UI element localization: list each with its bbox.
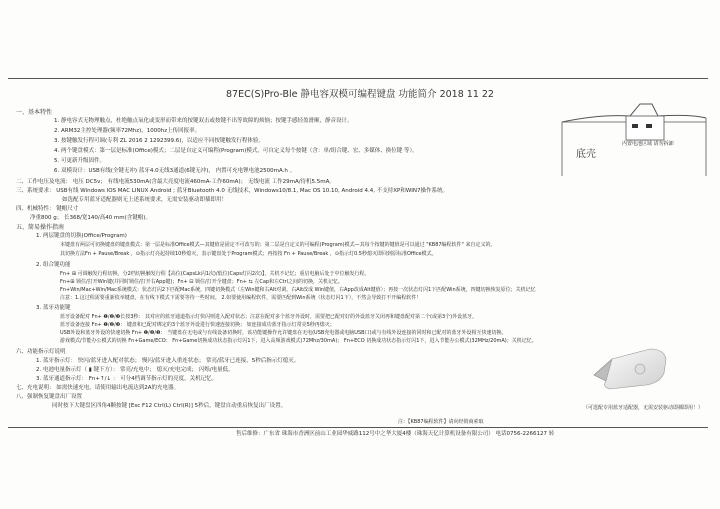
text-line: 1. 蓝牙指示灯： 快闪/蓝牙进入配对状态； 慢闪/蓝牙进入重连状态； 常亮/蓝牙已连接，5秒后指示灯熄灭。 [36,358,300,364]
text-line: 蓝牙设备配对 Fn+ ❶/❷/❸长按3秒： 其对应的蓝牙通道指示灯快闪则进入配对状态；注意在配对多个蓝牙外设时，需要把已配对好的外设蓝牙关闭再和键盘配对第二个(或第3个)外设蓝牙。 [60,314,478,320]
text-line: 4. 两个键盘模式：第一层是标准(Office)模式；二层是自定义可编程(Program)模式，可自定义每个按键（含：单/组合键、宏、多媒体、换位键 等）。 [54,148,418,154]
text-line: 三、系统要求： USB有线 Windows IOS MAC LINUX Android ; 蓝牙Bluetooth 4.0 无线技术，Windows10/8.1, Mac OS 10.10, Android 4.4, 不支持XP和WIN7操作系统。 [16,188,449,194]
text-line: 净重800 g； 长368/宽140/高40 mm(含键帽)。 [30,215,151,221]
text-line: 四、机械特性： 键帽尺寸 [16,206,79,212]
text-line: 其切换方法Fn + Pause/Break ，⊙指示灯亮起持续10秒熄灭，表示键盘处于Program模式；再按按 Fn + Pause/Break ，⊙指示灯0.5秒熄灭即回到原标准Office模式。 [60,251,437,257]
text-line: 注意：1.这过程需要重新枚举键盘，在有线下模式下需要等待一些时间。 2.如要使用编程软件，需要匹配到Win系统（状态灯闪1下），不然会导致打不开编程软件！ [60,295,422,301]
text-line: 2. ARM32主控处理器(频率72Mhz)，1000hz上传回报率。 [54,128,201,134]
text-line: USB外设和蓝牙外设的快速切换 Fn+ ❶/❷/❸： 当键盘在无电或与有线设备切换时，该功能键操作允许键盘在无电(USB充电器或电脑USB口)或与有线外设连接的同时和已配对的蓝牙外设相互快速切换。 [60,330,507,336]
text-line: 3. 蓝牙通道指示灯： Fn+↑/↓ ： 可分4档调节指示灯的亮度，关机记忆。 [36,376,218,382]
case-sticker: 内置电池区域 请勿拆卸 [622,141,674,147]
header-rule [8,78,708,79]
text-line: 本键盘有两层可切换键盘的键盘模式：第一层是标准Office模式—其键值是固定不可改写的；第二层是自定义的可编程(Program)模式—其每个按键的键值是可以通过 "KB87编程软件" 来自定义的。 [60,242,496,248]
text-line: 如选配专用蓝牙适配器则无上述系统要求，无需安装驱动即插即用！ [62,197,228,203]
text-line: Fn+ ⊞ 可调触发行程切换，分2档切换触发行程【高位(CapsLk闪1次)/低位(Caps灯闪2次)】，关机不记忆；重启电脑后处于中位触发行程。 [60,271,370,277]
text-line: 6. 双模设计：USB有线(全键无冲) 蓝牙4.0无线3通道(6键无冲)， 内置可充电锂电池2500mA.h 。 [54,168,296,174]
text-line: 二、工作电压及电流： 电压 DC5v； 有线电流530mA(含最大亮度电流460mA-工作60mA)； 无线电流 工作29mA/待机5.5mA。 [16,179,335,185]
text-line: 1. 静电容式无物理触点，杜绝触点氧化或变形而带来的按键双击或按键不出等故障的烦恼；按键手感轻盈滑顺，静音设计。 [54,118,353,124]
case-figure [560,100,708,178]
text-line: 3. 按键触发行程可调(专利 ZL 2016 2 1292399.6)，以适应不同按键触发行程体验。 [54,138,264,144]
text-line: 蓝牙设备连接 Fn+ ❶/❷/❸： 键盘和已配对绑定的3个蓝牙外设进行快速连接切换； 如连接成功蓝牙指示灯常亮5秒再熄灭； [60,322,335,328]
text-line: 八、强制恢复键盘出厂设置 [16,394,83,400]
document-title: 87EC(S)Pro-Ble 静电容双模可编程键盘 功能简介 2018 11 22 [226,89,494,100]
footer-rule [8,427,708,428]
text-line: 同时按下大键盘区四角4颗按键 [Esc F12 Ctrl(L) Ctrl(R)] 5秒后，键盘自动重启恢复出厂设置。 [52,403,287,409]
text-line: 3. 蓝牙功能键 [36,305,71,311]
case-drawing [560,100,708,178]
text-line: 游戏模式/节能办公模式的切换 Fn+Game/ECO： Fn+Game切换成功状态指示灯闪1下，进入高频游戏模式(72Mhz/30mA)； Fn+ECO 切换成功状态指示灯闪1下，进入节能办公模式(32MHz/20mA)；关机记忆。 [60,338,537,344]
text-line: 1. 两层键盘的切换(Office/Program) [36,233,127,239]
footer-company: 售后维修：广东省 珠海市香洲区前山工业园华威路112号中之华大厦4楼（珠海天亿计算机设备有限公司） 电话0756-2266127 转 [236,431,555,437]
text-line: 六、功能指示灯说明 [16,349,66,355]
text-line: 2. 组合键功能 [36,262,71,268]
text-line: 5. 可更新升级固件。 [54,158,105,164]
text-line: 2. 电池电量指示灯（ ▮ 键下方）： 常亮/充电中； 熄灭/充电完成； 闪烁/电量低。 [36,367,234,373]
bluetooth-dongle-image [590,345,672,393]
footer-note: 注：【KB87编程软件】请向经销商索取 [398,419,484,425]
text-line: Fn+Win/Mac+Win/Mac系统模式：状态灯闪2下匹配Mac系统，四键切换模式（左Win键和右Alt对调，右Alt改成 Win键值，右App改成Alt键值）；再按一次状态灯闪1下匹配Win系统，四键切换恢复原位；关机记忆 [60,287,536,293]
text-line: Fn+⊞ 锁住/打开Win键(并同时锁住/打开右App键)；Fn+ ⊟ 锁住/打开全键盘；Fn+ ⇆ 左Cap和左Ctrl之间的切换，关机记忆。 [60,279,343,285]
text-line: 一、基本特性 [16,109,53,116]
case-label: 底壳 [576,149,596,160]
text-line: 五、简易操作指南 [16,224,65,231]
text-line: 七、充电说明： 如需快速充电，请使用输出电流达到2A的充电器。 [16,385,180,391]
dongle-caption: （可选配专用蓝牙适配器，无需安装驱动即插即用！） [583,405,704,411]
